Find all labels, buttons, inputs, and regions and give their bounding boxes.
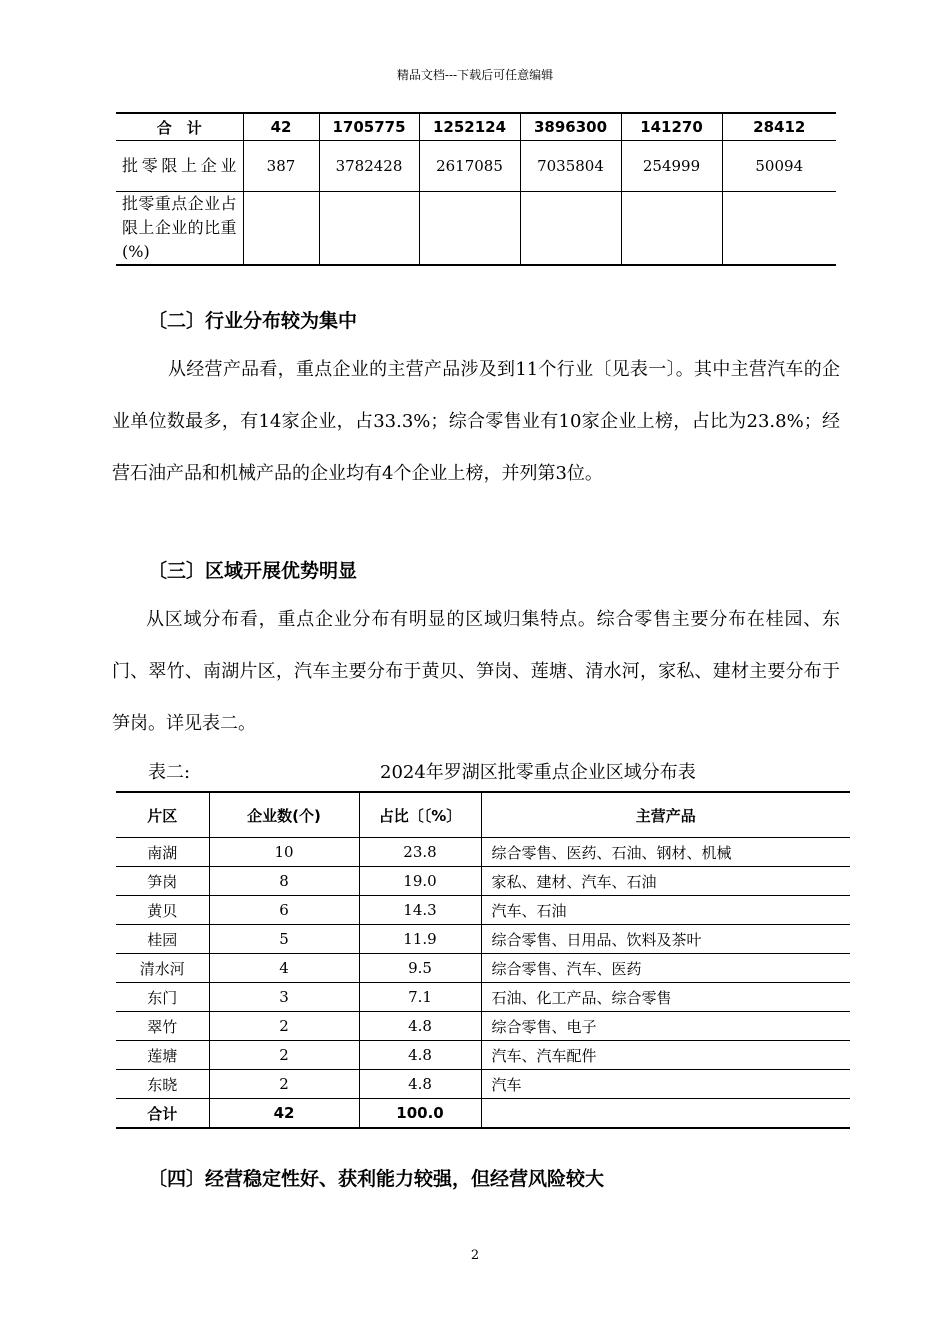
table-cell: 东晓 [116,1070,209,1099]
table-cell: 387 [243,141,319,192]
table-row [116,925,850,954]
table-cell: 4.8 [359,1070,481,1099]
table-cell: 综合零售、汽车、医药 [481,954,850,983]
table-cell: 汽车、汽车配件 [481,1041,850,1070]
table-cell: 4 [209,954,359,983]
table-cell: 2 [209,1012,359,1041]
page-header: 精品文档---下载后可任意编辑 [396,68,554,82]
table-row [116,141,836,192]
table-cell: 翠竹 [116,1012,209,1041]
table-cell: 综合零售、医药、石油、钢材、机械 [481,838,850,867]
table-cell: 汽车 [481,1070,850,1099]
table-cell: 50094 [722,141,836,192]
table-row [116,983,850,1012]
table-cell: 综合零售、日用品、饮料及茶叶 [481,925,850,954]
table-row [116,1070,850,1099]
table-cell: 1705775 [319,113,419,141]
table-cell [520,192,621,266]
table-cell: 4.8 [359,1012,481,1041]
table-cell: 23.8 [359,838,481,867]
table-title: 2024年罗湖区批零重点企业区域分布表 [380,762,696,783]
table-cell: 14.3 [359,896,481,925]
row-label: 批零限上企业 [116,141,243,192]
table-cell: 42 [243,113,319,141]
column-header: 片区 [116,792,209,838]
table-cell: 100.0 [359,1099,481,1129]
table-row [116,954,850,983]
table-cell: 4.8 [359,1041,481,1070]
section-heading: 〔四〕经营稳定性好、获利能力较强，但经营风险较大 [148,1168,605,1190]
table-cell: 3 [209,983,359,1012]
region-distribution-table [116,791,850,1129]
table-cell: 11.9 [359,925,481,954]
table-cell: 3896300 [520,113,621,141]
table-cell: 清水河 [116,954,209,983]
table-cell: 东门 [116,983,209,1012]
table-cell: 2 [209,1070,359,1099]
table-cell [481,1099,850,1129]
table-cell: 7.1 [359,983,481,1012]
table-cell: 桂园 [116,925,209,954]
table-header-row [116,792,850,838]
row-label: 批零重点企业占限上企业的比重(%) [116,192,243,266]
column-header: 企业数(个) [209,792,359,838]
table-cell: 合计 [116,1099,209,1129]
table-cell: 家私、建材、汽车、石油 [481,867,850,896]
table-cell: 笋岗 [116,867,209,896]
table-cell: 1252124 [419,113,520,141]
table-cell [319,192,419,266]
table-cell: 莲塘 [116,1041,209,1070]
table-cell: 19.0 [359,867,481,896]
table-cell: 汽车、石油 [481,896,850,925]
table-row [116,867,850,896]
table-cell: 石油、化工产品、综合零售 [481,983,850,1012]
table-row [116,192,836,266]
page-number: 2 [470,1248,480,1263]
table-row [116,1041,850,1070]
table-cell [722,192,836,266]
table-total-row [116,1099,850,1129]
column-header: 主营产品 [481,792,850,838]
table-cell: 南湖 [116,838,209,867]
table-cell: 黄贝 [116,896,209,925]
table-cell: 合 计 [116,113,243,141]
body-paragraph: 从区域分布看，重点企业分布有明显的区域归集特点。综合零售主要分布在桂园、东门、翠竹、南湖片区，汽车主要分布于黄贝、笋岗、莲塘、清水河，家私、建材主要分布于笋岗。详见表二。 [112,609,840,734]
section-heading: 〔三〕区域开展优势明显 [148,560,358,582]
table-cell: 2 [209,1041,359,1070]
table-cell: 254999 [621,141,722,192]
column-header: 占比〔〔%〕 [359,792,481,838]
section-heading: 〔二〕行业分布较为集中 [148,310,358,332]
table-cell: 141270 [621,113,722,141]
table-cell [419,192,520,266]
table-cell: 28412 [722,113,836,141]
body-paragraph: 从经营产品看，重点企业的主营产品涉及到11个行业〔见表一〕。其中主营汽车的企业单位数最多，有14家企业，占33.3%；综合零售业有10家企业上榜，占比为23.8%；经营石油产品和机械产品的企业均有4个企业上榜，并列第3位。 [112,359,840,484]
table-cell [243,192,319,266]
table-cell: 42 [209,1099,359,1129]
table-row [116,838,850,867]
table-row [116,1012,850,1041]
table-row [116,113,836,141]
table-cell: 9.5 [359,954,481,983]
table-cell: 7035804 [520,141,621,192]
table-cell: 5 [209,925,359,954]
table-cell: 8 [209,867,359,896]
table-cell: 10 [209,838,359,867]
table-cell: 2617085 [419,141,520,192]
table-cell: 6 [209,896,359,925]
table-cell: 3782428 [319,141,419,192]
summary-table [116,112,836,266]
table-cell [621,192,722,266]
table-label: 表二: [148,762,191,783]
table-cell: 综合零售、电子 [481,1012,850,1041]
table-row [116,896,850,925]
